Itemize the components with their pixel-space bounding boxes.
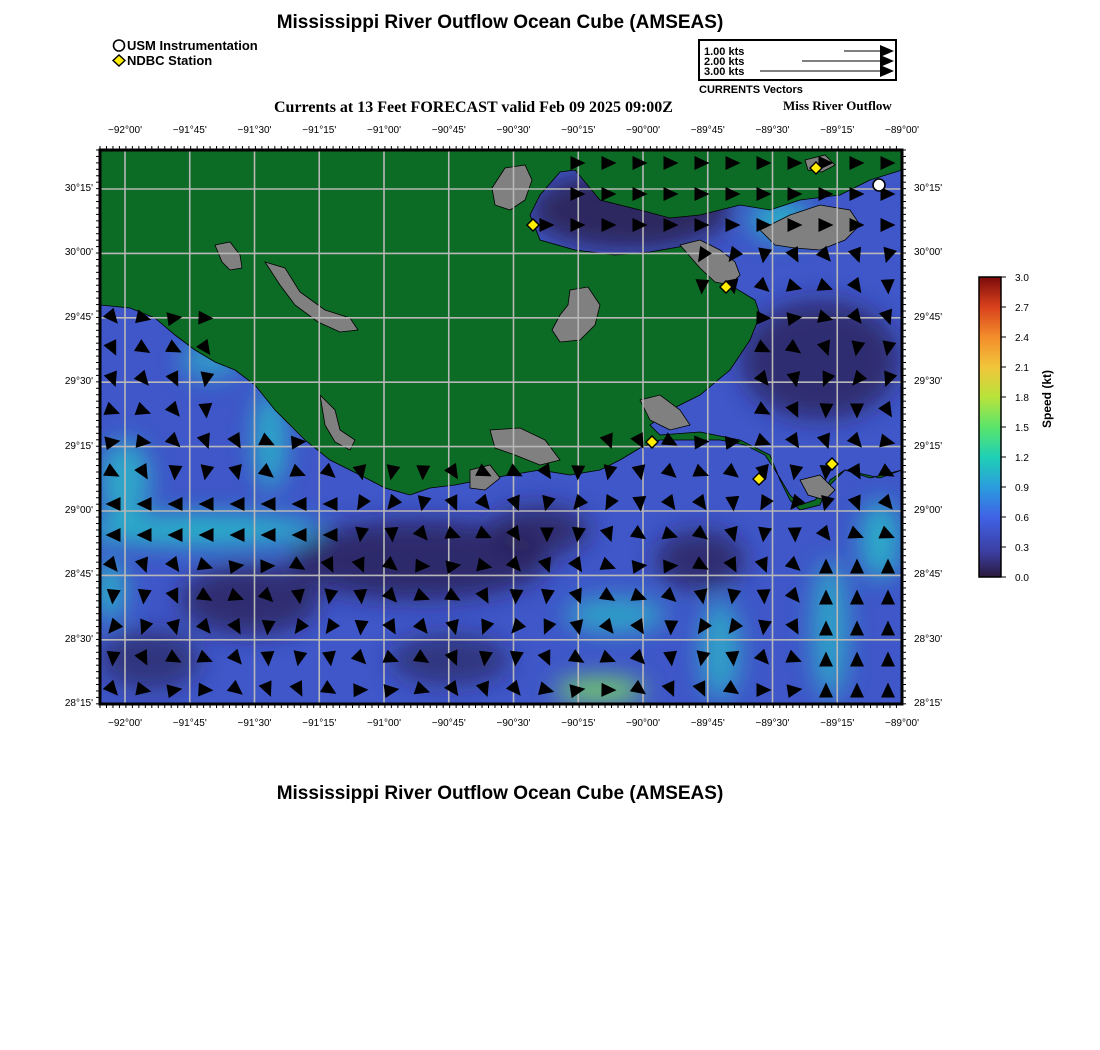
colorbar-label: Speed (kt) bbox=[1040, 369, 1054, 428]
usm-station-marker[interactable] bbox=[873, 179, 885, 191]
lat-tick-label: 29°45' bbox=[914, 311, 943, 323]
colorbar-tick-label: 3.0 bbox=[1015, 273, 1029, 284]
colorbar-tick-label: 0.3 bbox=[1015, 543, 1029, 554]
lon-tick-label: −91°00' bbox=[367, 125, 401, 136]
lon-tick-label: −92°00' bbox=[108, 718, 142, 729]
lon-tick-label: −90°45' bbox=[431, 718, 466, 729]
lon-tick-label: −90°15' bbox=[561, 718, 596, 729]
lat-tick-label: 29°15' bbox=[64, 440, 93, 452]
lon-tick-label: −89°30' bbox=[755, 718, 790, 729]
lon-tick-label: −90°30' bbox=[496, 125, 531, 136]
lon-tick-label: −89°45' bbox=[690, 125, 725, 136]
lon-tick-label: −91°30' bbox=[237, 125, 272, 136]
lon-tick-label: −91°15' bbox=[302, 125, 337, 136]
legend-usm-label: USM Instrumentation bbox=[127, 38, 258, 53]
lon-tick-label: −89°45' bbox=[690, 718, 725, 729]
lat-tick-label: 28°15' bbox=[64, 698, 93, 710]
lat-tick-label: 29°45' bbox=[64, 311, 93, 323]
lon-tick-label: −90°30' bbox=[496, 718, 531, 729]
region-label: Miss River Outflow bbox=[783, 98, 892, 113]
lon-tick-label: −89°00' bbox=[885, 718, 919, 729]
vector-key-row-1: 1.00 kts bbox=[704, 46, 745, 58]
colorbar-tick-label: 0.6 bbox=[1015, 513, 1029, 524]
lat-tick-label: 28°45' bbox=[914, 569, 943, 581]
lon-tick-label: −89°30' bbox=[755, 125, 790, 136]
lon-tick-label: −90°00' bbox=[626, 125, 660, 136]
lon-tick-label: −91°00' bbox=[367, 718, 401, 729]
map-title: Mississippi River Outflow Ocean Cube (AMSEAS) bbox=[276, 12, 724, 33]
lat-tick-label: 28°45' bbox=[64, 569, 93, 581]
lon-tick-label: −89°00' bbox=[885, 125, 919, 136]
vector-key-caption: CURRENTS Vectors bbox=[699, 84, 803, 96]
lon-tick-label: −90°15' bbox=[561, 125, 596, 136]
lon-tick-label: −91°45' bbox=[172, 718, 207, 729]
forecast-subtitle: Currents at 13 Feet FORECAST valid Feb 09 2025 09:00Z bbox=[274, 99, 673, 116]
lon-tick-label: −90°45' bbox=[431, 125, 466, 136]
lat-tick-label: 29°00' bbox=[914, 505, 943, 516]
lat-tick-label: 28°30' bbox=[64, 633, 93, 645]
second-panel-title: Mississippi River Outflow Ocean Cube (AMSEAS) bbox=[276, 783, 724, 804]
lon-tick-label: −91°45' bbox=[172, 125, 207, 136]
lat-tick-label: 30°00' bbox=[914, 247, 943, 259]
vector-key-row-2: 2.00 kts bbox=[704, 56, 745, 68]
colorbar-ticks bbox=[1001, 273, 1029, 584]
colorbar-tick-label: 2.7 bbox=[1015, 303, 1029, 314]
lat-tick-label: 30°15' bbox=[914, 183, 943, 194]
lat-tick-label: 28°30' bbox=[914, 633, 943, 645]
colorbar-tick-label: 1.2 bbox=[1015, 453, 1029, 464]
lon-tick-label: −89°15' bbox=[820, 125, 855, 136]
lat-tick-label: 29°00' bbox=[64, 505, 93, 516]
lat-tick-label: 28°15' bbox=[914, 698, 943, 710]
lon-tick-label: −90°00' bbox=[626, 718, 660, 729]
colorbar-tick-label: 0.9 bbox=[1015, 483, 1029, 494]
lon-tick-label: −89°15' bbox=[820, 718, 855, 729]
colorbar-ramp bbox=[979, 277, 1001, 577]
lat-tick-label: 30°15' bbox=[64, 183, 93, 194]
colorbar-tick-label: 2.4 bbox=[1015, 333, 1029, 344]
legend-ndbc-label: NDBC Station bbox=[127, 53, 213, 68]
lat-tick-label: 29°15' bbox=[914, 440, 943, 452]
vector-key-row-3: 3.00 kts bbox=[704, 66, 745, 78]
colorbar-tick-label: 2.1 bbox=[1015, 363, 1029, 374]
lon-tick-label: −92°00' bbox=[108, 125, 142, 136]
colorbar-tick-label: 1.8 bbox=[1015, 393, 1029, 404]
lat-tick-label: 30°00' bbox=[64, 247, 93, 259]
map-canvas bbox=[80, 150, 902, 704]
speed-colorbar bbox=[975, 272, 1045, 584]
lat-tick-label: 29°30' bbox=[914, 376, 943, 388]
colorbar-tick-label: 1.5 bbox=[1015, 423, 1029, 434]
lon-tick-label: −91°30' bbox=[237, 718, 272, 729]
colorbar-tick-label: 0.0 bbox=[1015, 573, 1029, 584]
lon-tick-label: −91°15' bbox=[302, 718, 337, 729]
lat-tick-label: 29°30' bbox=[64, 376, 93, 388]
